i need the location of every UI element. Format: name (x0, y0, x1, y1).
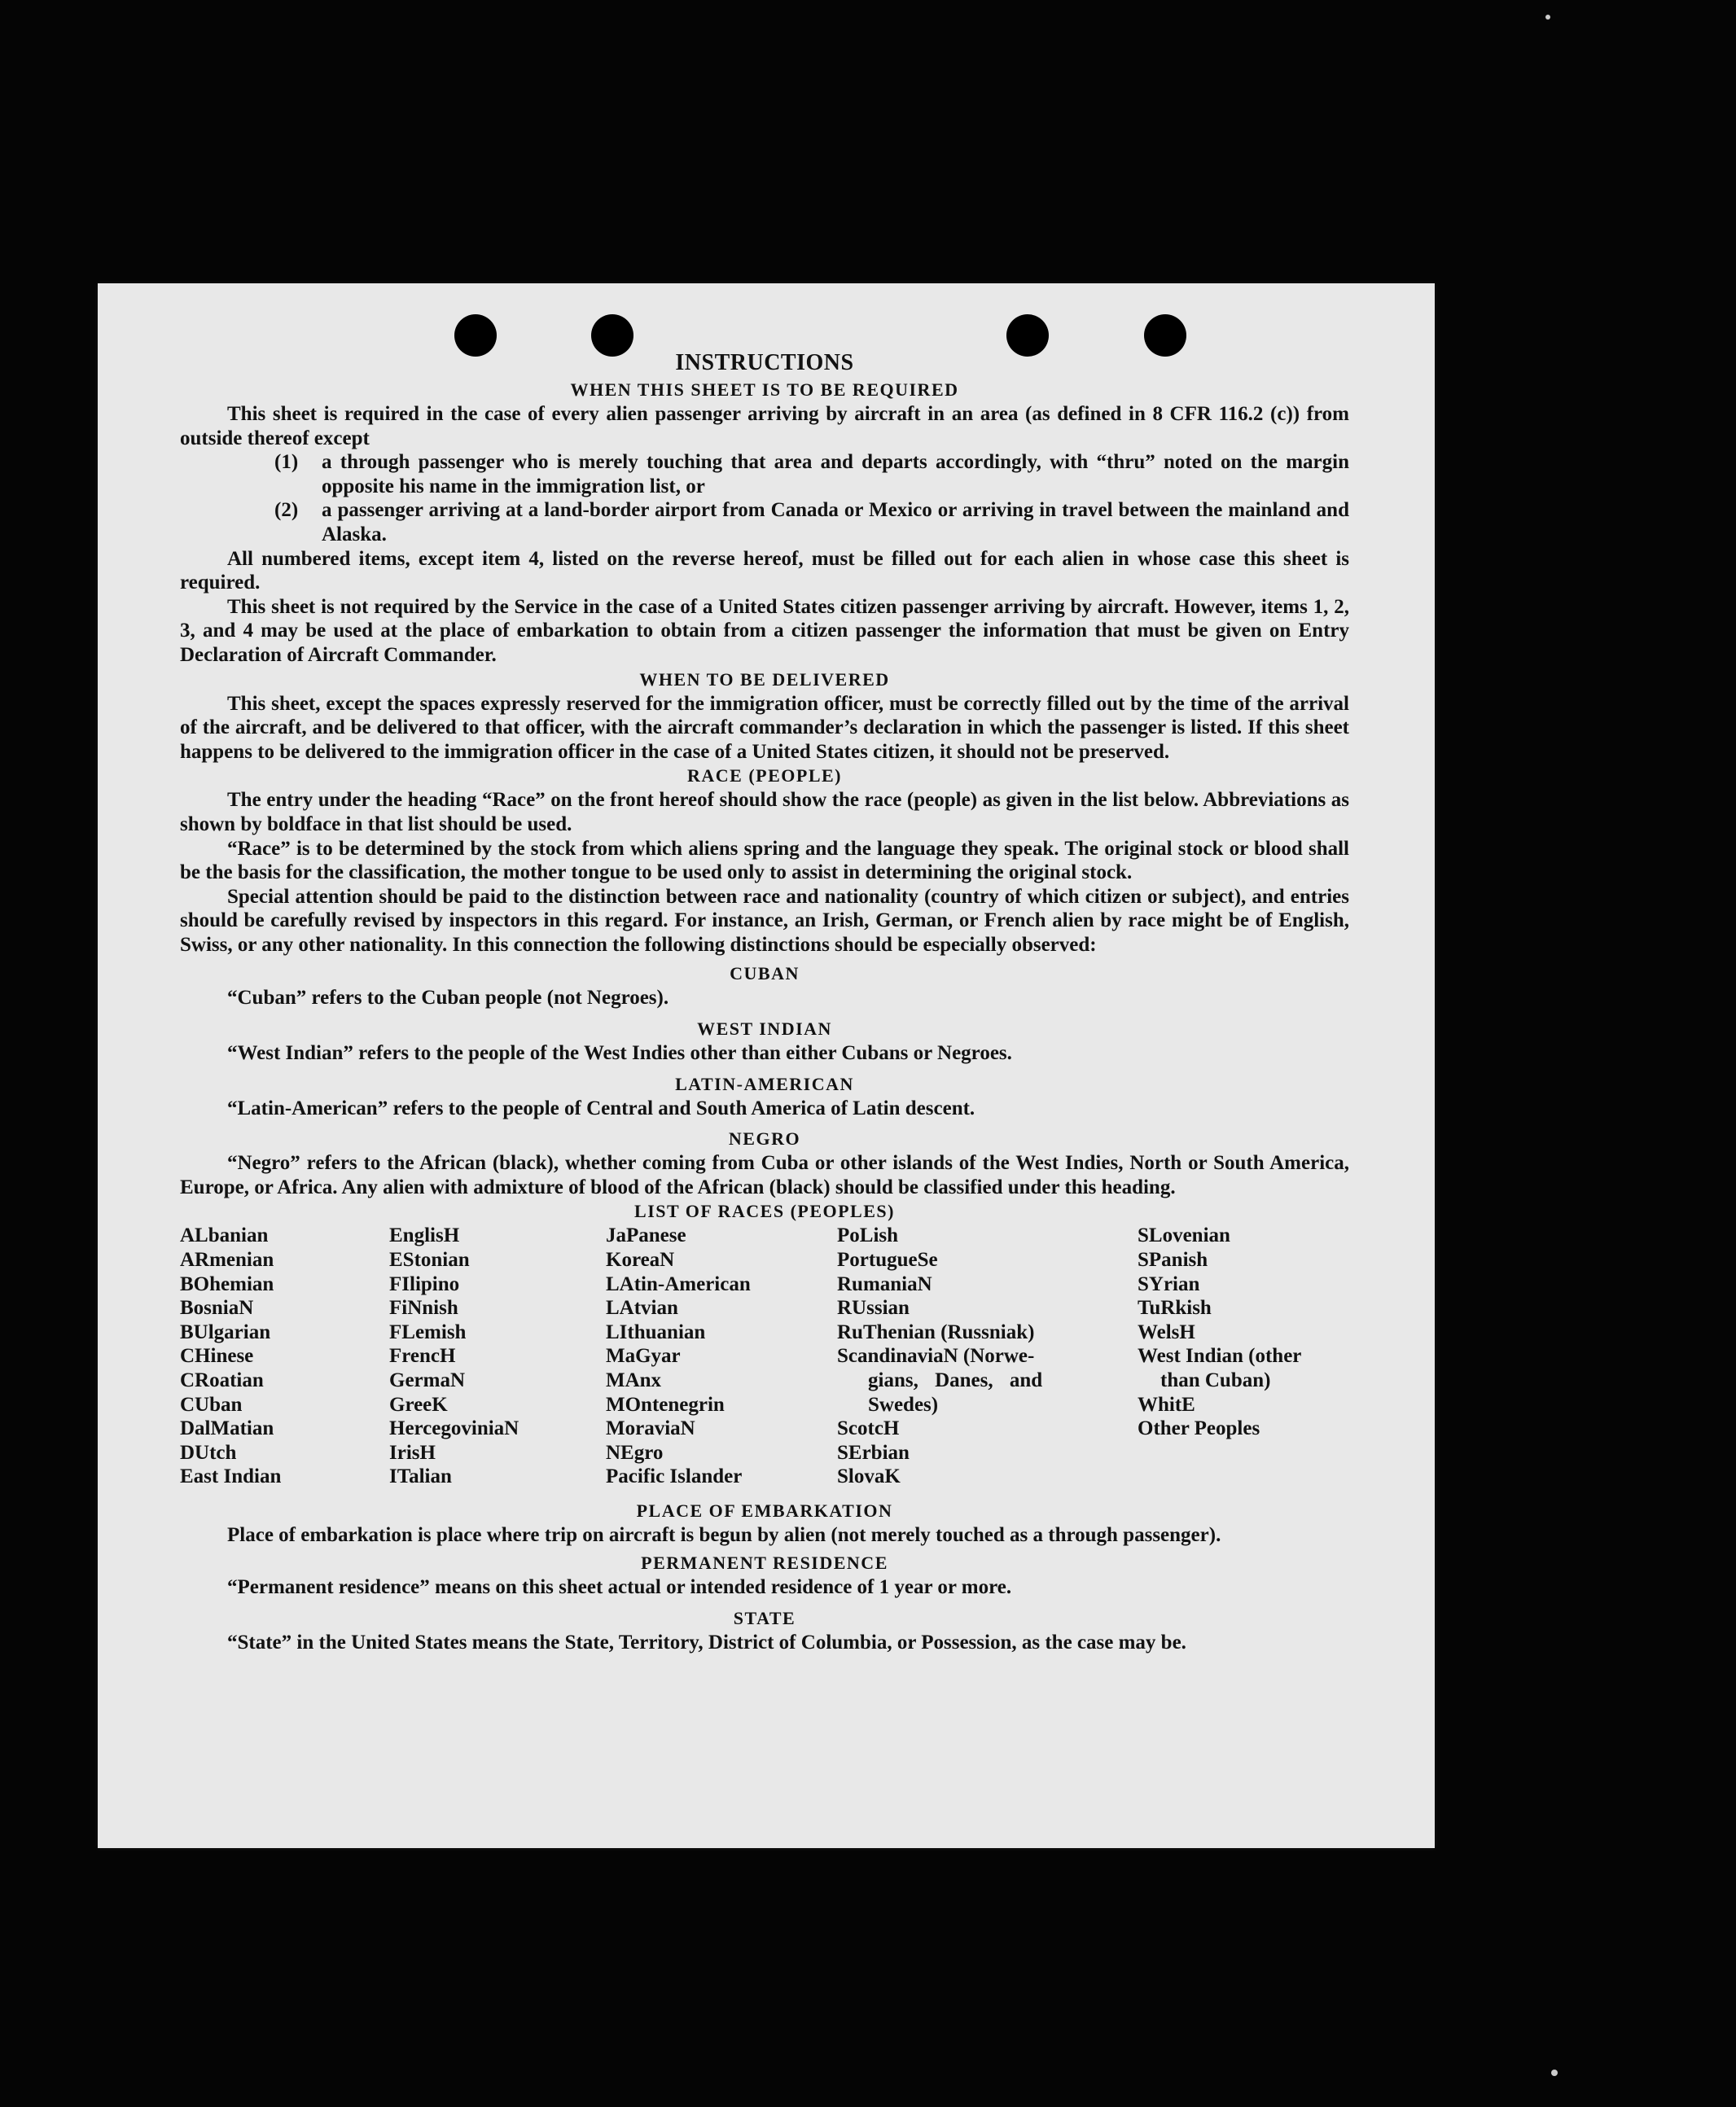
list-item (180, 450, 1349, 498)
paragraph: “Cuban” refers to the Cuban people (not Negroes). (227, 987, 669, 1010)
race-entry: BosniaN (180, 1297, 254, 1320)
race-entry: LIthuanian (606, 1321, 706, 1343)
race-column-4 (837, 1224, 1042, 1489)
paragraph: “Latin-American” refers to the people of Central and South America of Latin descent. (227, 1097, 975, 1119)
race-entry: FrencH (389, 1345, 456, 1368)
race-entry: DUtch (180, 1441, 237, 1464)
race-entry: CHinese (180, 1345, 254, 1368)
race-entry: FLemish (389, 1321, 467, 1343)
race-entry: WelsH (1138, 1321, 1195, 1343)
race-entry: ScandinaviaN (Norwe- (837, 1345, 1035, 1368)
race-entry: West Indian (other (1138, 1345, 1302, 1368)
race-entry: BUlgarian (180, 1321, 271, 1343)
race-entry: CUban (180, 1393, 243, 1416)
race-entry: FiNnish (389, 1297, 458, 1320)
paragraph: This sheet is required in the case of every alien passenger arriving by aircraft in an area (as defined in 8 CFR 116.2 (c)) from outside thereof except (180, 403, 1349, 449)
section-heading-state: STATE (733, 1607, 796, 1628)
race-column-5 (1138, 1224, 1301, 1440)
race-entry: RumaniaN (837, 1273, 932, 1295)
race-entry: EnglisH (389, 1224, 460, 1247)
race-entry: EStonian (389, 1249, 470, 1272)
race-column-2 (389, 1224, 519, 1489)
race-entry: Other Peoples (1138, 1417, 1260, 1440)
race-entry: IrisH (389, 1441, 436, 1464)
item-text: a passenger arriving at a land-border airport from Canada or Mexico or arriving in travel between the mainland and Alaska. (322, 499, 1349, 545)
race-entry: SlovaK (837, 1465, 901, 1488)
race-entry: MaGyar (606, 1345, 681, 1368)
race-entry: East Indian (180, 1465, 282, 1488)
paragraph: This sheet, except the spaces expressly reserved for the immigration officer, must be correctly filled out by the time of the arrival of the aircraft, and be delivered to that officer, with the aircraft commander’s declaration in which the passenger is listed. If this sheet happens to be delivered to the immigration officer in the case of a United States citizen, it should not be preserved. (180, 692, 1349, 763)
section-heading-when-required: WHEN THIS SHEET IS TO BE REQUIRED (570, 379, 959, 400)
race-entry: than Cuban) (1160, 1369, 1271, 1391)
paragraph: All numbered items, except item 4, listed on the reverse hereof, must be filled out for each alien in whose case this sheet is required. (180, 547, 1349, 594)
section-heading-negro: NEGRO (728, 1128, 801, 1150)
paragraph: This sheet is not required by the Service in the case of a United States citizen passenger arriving by aircraft. However, items 1, 2, 3, and 4 may be used at the place of embarkation to obtain from a citizen passenger the information that must be given on Entry Declaration of Aircraft Commander. (180, 595, 1349, 666)
race-entry: SPanish (1138, 1249, 1208, 1272)
race-entry: PoLish (837, 1224, 899, 1247)
page-title: INSTRUCTIONS (675, 350, 854, 375)
race-entry: MOntenegrin (606, 1393, 725, 1416)
race-column-1 (180, 1224, 281, 1489)
race-entry: GreeK (389, 1393, 448, 1416)
race-entry: ITalian (389, 1465, 452, 1488)
race-list (180, 1224, 1349, 1488)
race-entry: ARmenian (180, 1249, 274, 1272)
item-number: (2) (274, 499, 299, 522)
race-entry: SYrian (1138, 1273, 1200, 1295)
item-text: a through passenger who is merely touching that area and departs accordingly, with “thru” noted on the margin opposite his name in the immigration list, or (322, 451, 1349, 497)
race-entry: PortugueSe (837, 1249, 938, 1272)
section-heading-permanent-residence: PERMANENT RESIDENCE (641, 1553, 888, 1574)
race-entry: JaPanese (606, 1224, 686, 1247)
paragraph: “Permanent residence” means on this sheet actual or intended residence of 1 year or more. (227, 1576, 1012, 1599)
race-entry: MoraviaN (606, 1417, 695, 1440)
race-entry: LAtin-American (606, 1273, 751, 1295)
race-column-3 (606, 1224, 751, 1489)
race-entry: LAtvian (606, 1297, 678, 1320)
race-entry: RUssian (837, 1297, 910, 1320)
section-heading-list-of-races: LIST OF RACES (PEOPLES) (634, 1201, 895, 1222)
race-entry: SErbian (837, 1441, 910, 1464)
race-entry: gians, Danes, and (868, 1369, 1043, 1391)
paragraph: The entry under the heading “Race” on the front hereof should show the race (people) as given in the list below. Abbreviations as shown by boldface in that list should be used. (180, 789, 1349, 835)
paragraph: Special attention should be paid to the distinction between race and nationality (country of which citizen or subject), and entries should be carefully revised by inspectors in this regard. For instance, an Irish, German, or French alien by race might be of English, Swiss, or any other nationality. In this connection the following distinctions should be especially observed: (180, 885, 1349, 956)
race-entry: CRoatian (180, 1369, 264, 1391)
paragraph: “Negro” refers to the African (black), whether coming from Cuba or other islands of the West Indies, North or South America, Europe, or Africa. Any alien with admixture of blood of the African (black) should be classified under this heading. (180, 1152, 1349, 1198)
paragraph: “State” in the United States means the State, Territory, District of Columbia, or Possession, as the case may be. (227, 1631, 1186, 1654)
race-entry: Swedes) (868, 1393, 939, 1416)
race-entry: RuThenian (Russniak) (837, 1321, 1035, 1343)
document-page (98, 283, 1435, 1848)
race-entry: FIlipino (389, 1273, 460, 1295)
section-heading-race: RACE (PEOPLE) (687, 765, 842, 786)
section-heading-latin-american: LATIN-AMERICAN (675, 1073, 854, 1094)
race-entry: Pacific Islander (606, 1465, 743, 1488)
race-entry: DalMatian (180, 1417, 274, 1440)
race-entry: GermaN (389, 1369, 466, 1391)
item-number: (1) (274, 451, 299, 474)
section-heading-cuban: CUBAN (730, 963, 800, 984)
scan-artifact (1545, 15, 1550, 20)
instructions-text (180, 348, 1349, 1654)
race-entry: ALbanian (180, 1224, 269, 1247)
race-entry: KoreaN (606, 1249, 675, 1272)
list-item (180, 498, 1349, 546)
paragraph: Place of embarkation is place where trip on aircraft is begun by alien (not merely touched as a through passenger). (227, 1524, 1221, 1547)
race-entry: NEgro (606, 1441, 664, 1464)
section-heading-when-delivered: WHEN TO BE DELIVERED (639, 668, 890, 690)
section-heading-west-indian: WEST INDIAN (697, 1018, 832, 1040)
race-entry: TuRkish (1138, 1297, 1212, 1320)
race-entry: BOhemian (180, 1273, 274, 1295)
race-entry: MAnx (606, 1369, 662, 1391)
race-entry: HercegoviniaN (389, 1417, 519, 1440)
scan-artifact (1551, 2070, 1558, 2076)
section-heading-embarkation: PLACE OF EMBARKATION (636, 1500, 893, 1522)
paragraph: “West Indian” refers to the people of the West Indies other than either Cubans or Negroes. (227, 1042, 1012, 1065)
paragraph: “Race” is to be determined by the stock from which aliens spring and the language they speak. The original stock or blood shall be the basis for the classification, the mother tongue to be used only to assist in determining the original stock. (180, 837, 1349, 884)
race-entry: WhitE (1138, 1393, 1195, 1416)
race-entry: ScotcH (837, 1417, 900, 1440)
race-entry: SLovenian (1138, 1224, 1230, 1247)
